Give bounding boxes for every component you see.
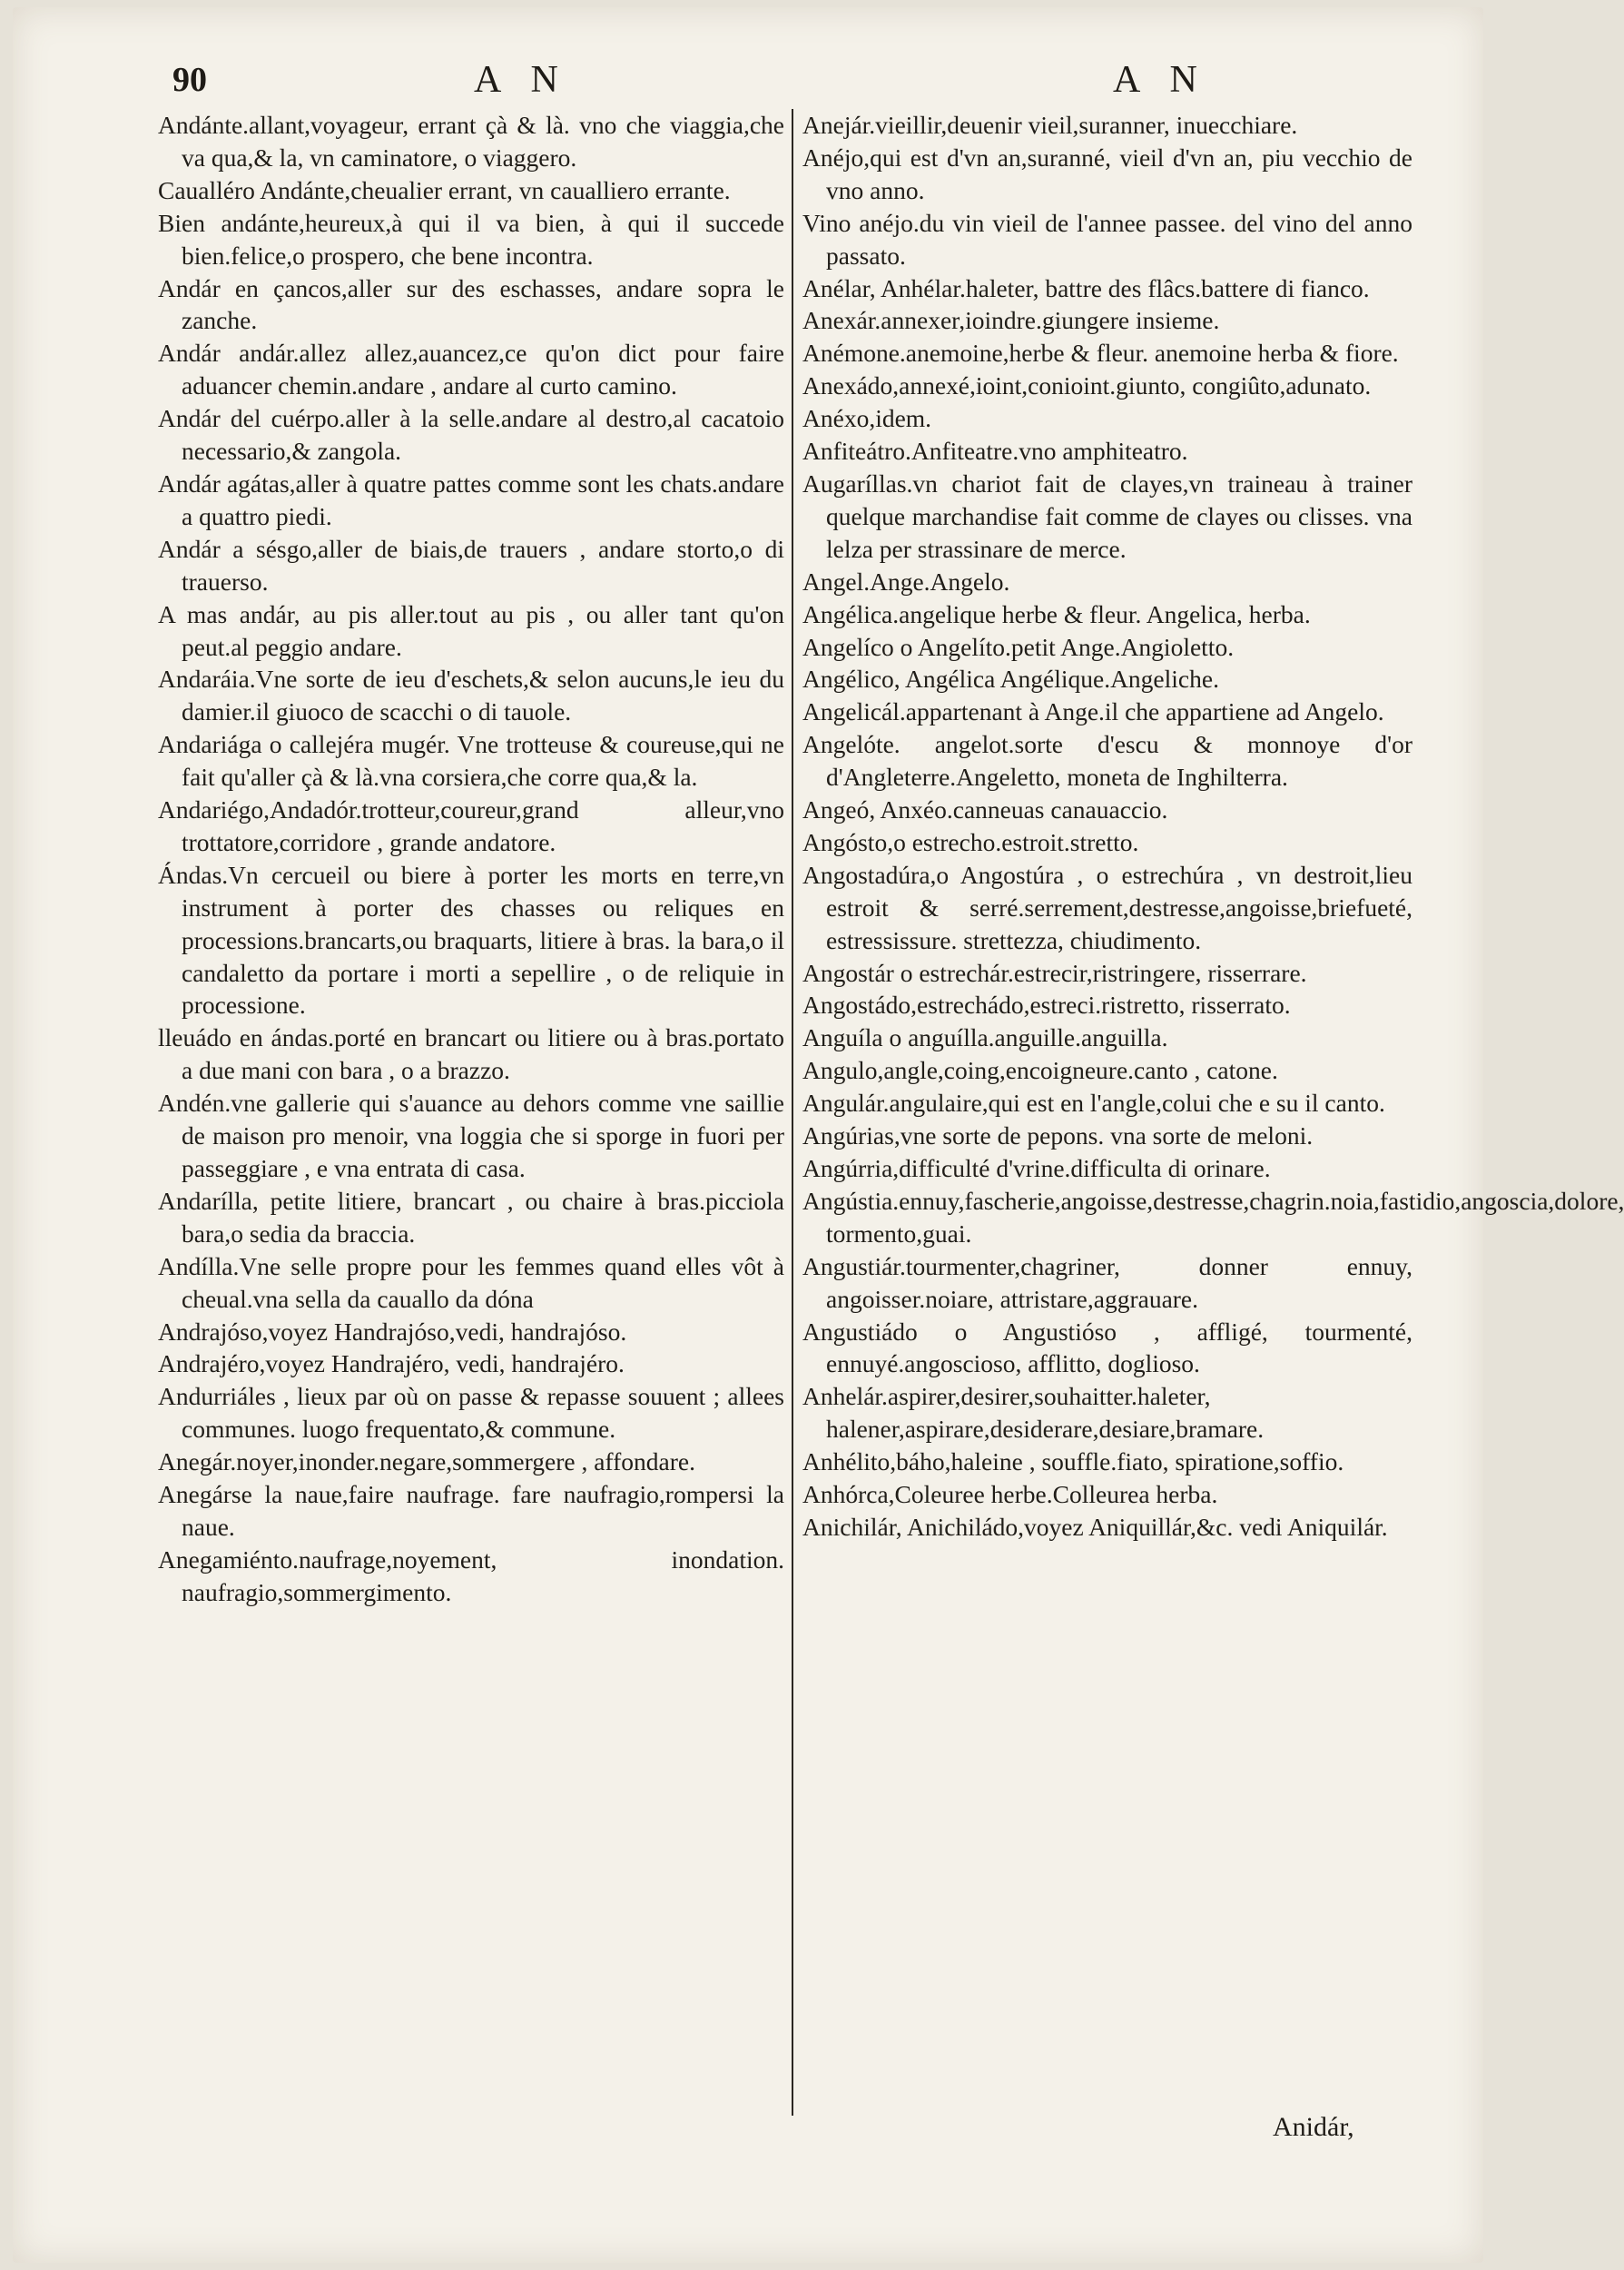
dictionary-entry: Angústia.ennuy,fascherie,angoisse,destresse,chagrin.noia,fastidio,angoscia,dolore, tormento,guai. (802, 1186, 1624, 1248)
dictionary-entry: Angostár o estrechár.estrecir,ristringere, risserrare. (802, 958, 1307, 987)
dictionary-entry: Andrajóso,voyez Handrajóso,vedi, handrajóso. (158, 1317, 627, 1346)
dictionary-entry: Anhelár.aspirer,desirer,souhaitter.haleter, halener,aspirare,desiderare,desiare,bramare. (802, 1382, 1265, 1444)
catchword: Anidár, (1273, 2112, 1354, 2142)
dictionary-entry: Andár en çancos,aller sur des eschasses, andare sopra le zanche. (158, 273, 784, 335)
dictionary-entry: Angúrias,vne sorte de pepons. vna sorte de meloni. (802, 1121, 1314, 1150)
dictionary-entry: Anhélito,báho,haleine , souffle.fiato, spiratione,soffio. (802, 1447, 1344, 1476)
dictionary-entry: Angelicál.appartenant à Ange.il che appartiene ad Angelo. (802, 697, 1384, 726)
dictionary-entry: Ándas.Vn cercueil ou biere à porter les morts en terre,vn instrument à porter des chasses ou reliques en processions.brancarts,ou braquarts, litiere à bras. la bara,o il candaletto da portare i morti a sepellire , o de reliquie in processione. (158, 860, 784, 1020)
dictionary-entry: Angustiár.tourmenter,chagriner, donner ennuy, angoisser.noiare, attristare,aggrauare. (802, 1251, 1412, 1313)
dictionary-entry: Andurriáles , lieux par où on passe & repasse souuent ; allees communes. luogo frequentato,& commune. (158, 1382, 784, 1444)
dictionary-entry: Anhórca,Coleuree herbe.Colleurea herba. (802, 1480, 1218, 1509)
dictionary-entry: Anguíla o anguílla.anguille.anguilla. (802, 1023, 1168, 1052)
dictionary-entry: Anejár.vieillir,deuenir vieil,suranner, inuecchiare. (802, 111, 1298, 139)
dictionary-entry: Andár del cuérpo.aller à la selle.andare al destro,al cacatoio necessario,& zangola. (158, 404, 784, 466)
dictionary-entry: Andár agátas,aller à quatre pattes comme sont les chats.andare a quattro piedi. (158, 469, 784, 530)
running-head-left: A N (474, 59, 569, 101)
dictionary-entry: Angulo,angle,coing,encoigneure.canto , catone. (802, 1056, 1278, 1085)
right-column (802, 109, 1624, 1544)
dictionary-entry: Andariégo,Andadór.trotteur,coureur,grand alleur,vno trottatore,corridore , grande andatore. (158, 795, 784, 856)
dictionary-entry: Anéjo,qui est d'vn an,suranné, vieil d'vn an, piu vecchio de vno anno. (802, 143, 1412, 204)
dictionary-entry: A mas andár, au pis aller.tout au pis , ou aller tant qu'on peut.al peggio andare. (158, 599, 784, 661)
dictionary-entry: Angeó, Anxéo.canneuas canauaccio. (802, 795, 1168, 824)
dictionary-entry: Angel.Ange.Angelo. (802, 567, 1010, 596)
dictionary-entry: Angélica.angelique herbe & fleur. Angelica, herba. (802, 599, 1311, 628)
dictionary-entry: Anegár.noyer,inonder.negare,sommergere , affondare. (158, 1447, 695, 1476)
dictionary-entry: Vino anéjo.du vin vieil de l'annee passee. del vino del anno passato. (802, 208, 1412, 270)
left-column (158, 109, 784, 1609)
dictionary-entry: Caualléro Andánte,cheualier errant, vn caualliero errante. (158, 175, 731, 204)
dictionary-entry: Angélico, Angélica Angélique.Angeliche. (802, 665, 1219, 694)
dictionary-entry: Angúrria,difficulté d'vrine.difficulta di orinare. (802, 1154, 1271, 1182)
dictionary-entry: Andarílla, petite litiere, brancart , ou chaire à bras.picciola bara,o sedia da braccia. (158, 1186, 784, 1248)
dictionary-entry: Angelóte. angelot.sorte d'escu & monnoye d'or d'Angleterre.Angeletto, moneta de Inghilterra. (802, 730, 1412, 792)
dictionary-page (13, 7, 1624, 2263)
dictionary-entry: Andariága o callejéra mugér. Vne trotteuse & coureuse,qui ne fait qu'aller çà & là.vna corsiera,che corre qua,& la. (158, 730, 784, 792)
column-rule (792, 109, 793, 2116)
dictionary-entry: Andánte.allant,voyageur, errant çà & là. vno che viaggia,che va qua,& la, vn caminatore, o viaggero. (158, 111, 784, 172)
dictionary-entry: Anichilár, Anichiládo,voyez Aniquillár,&c. vedi Aniquilár. (802, 1512, 1388, 1541)
dictionary-entry: Anexádo,annexé,ioint,conioint.giunto, congiûto,adunato. (802, 371, 1372, 400)
dictionary-entry: Augaríllas.vn chariot fait de clayes,vn traineau à trainer quelque marchandise fait comme de clayes ou clisses. vna lelza per strassinare de merce. (802, 469, 1412, 563)
page-number: 90 (172, 61, 207, 99)
dictionary-entry: Anémone.anemoine,herbe & fleur. anemoine herba & fiore. (802, 339, 1399, 368)
dictionary-entry: Angostádo,estrechádo,estreci.ristretto, risserrato. (802, 991, 1291, 1020)
dictionary-entry: Andén.vne gallerie qui s'auance au dehors comme vne saillie de maison pro menoir, vna loggia che si sporge in fuori per passeggiare , e vna entrata di casa. (158, 1089, 784, 1182)
dictionary-entry: Anélar, Anhélar.haleter, battre des flâcs.battere di fianco. (802, 273, 1370, 302)
dictionary-entry: Angulár.angulaire,qui est en l'angle,colui che e su il canto. (802, 1089, 1385, 1118)
dictionary-entry: Andár andár.allez allez,auancez,ce qu'on dict pour faire aduancer chemin.andare , andare al curto camino. (158, 339, 784, 400)
dictionary-entry: Angustiádo o Angustióso , affligé, tourmenté, ennuyé.angoscioso, afflitto, doglioso. (802, 1317, 1412, 1378)
dictionary-entry: Angósto,o estrecho.estroit.stretto. (802, 827, 1139, 856)
dictionary-entry: Anegamiénto.naufrage,noyement, inondation. naufragio,sommergimento. (158, 1545, 784, 1606)
dictionary-entry: Bien andánte,heureux,à qui il va bien, à qui il succede bien.felice,o prospero, che bene incontra. (158, 208, 784, 270)
dictionary-entry: Andaráia.Vne sorte de ieu d'eschets,& selon aucuns,le ieu du damier.il giuoco de scacchi o di tauole. (158, 665, 784, 726)
dictionary-entry: Angostadúra,o Angostúra , o estrechúra , vn destroit,lieu estroit & serré.serrement,destresse,angoisse,briefueté, estressissure. strettezza, chiudimento. (802, 860, 1412, 954)
dictionary-entry: Anexár.annexer,ioindre.giungere insieme. (802, 306, 1220, 335)
dictionary-entry: Andrajéro,voyez Handrajéro, vedi, handrajéro. (158, 1349, 625, 1378)
dictionary-entry: Angelíco o Angelíto.petit Ange.Angioletto. (802, 632, 1235, 661)
dictionary-entry: Andár a sésgo,aller de biais,de trauers , andare storto,o di trauerso. (158, 534, 784, 596)
dictionary-entry: Andílla.Vne selle propre pour les femmes quand elles vôt à cheual.vna sella da cauallo da dóna (158, 1251, 784, 1313)
dictionary-entry: Anegárse la naue,faire naufrage. fare naufragio,rompersi la naue. (158, 1480, 784, 1541)
dictionary-entry: Anfiteátro.Anfiteatre.vno amphiteatro. (802, 437, 1188, 466)
running-head-right: A N (1113, 59, 1208, 101)
dictionary-entry: Anéxo,idem. (802, 404, 932, 433)
dictionary-entry: lleuádo en ándas.porté en brancart ou litiere ou à bras.portato a due mani con bara , o a brazzo. (158, 1023, 784, 1085)
